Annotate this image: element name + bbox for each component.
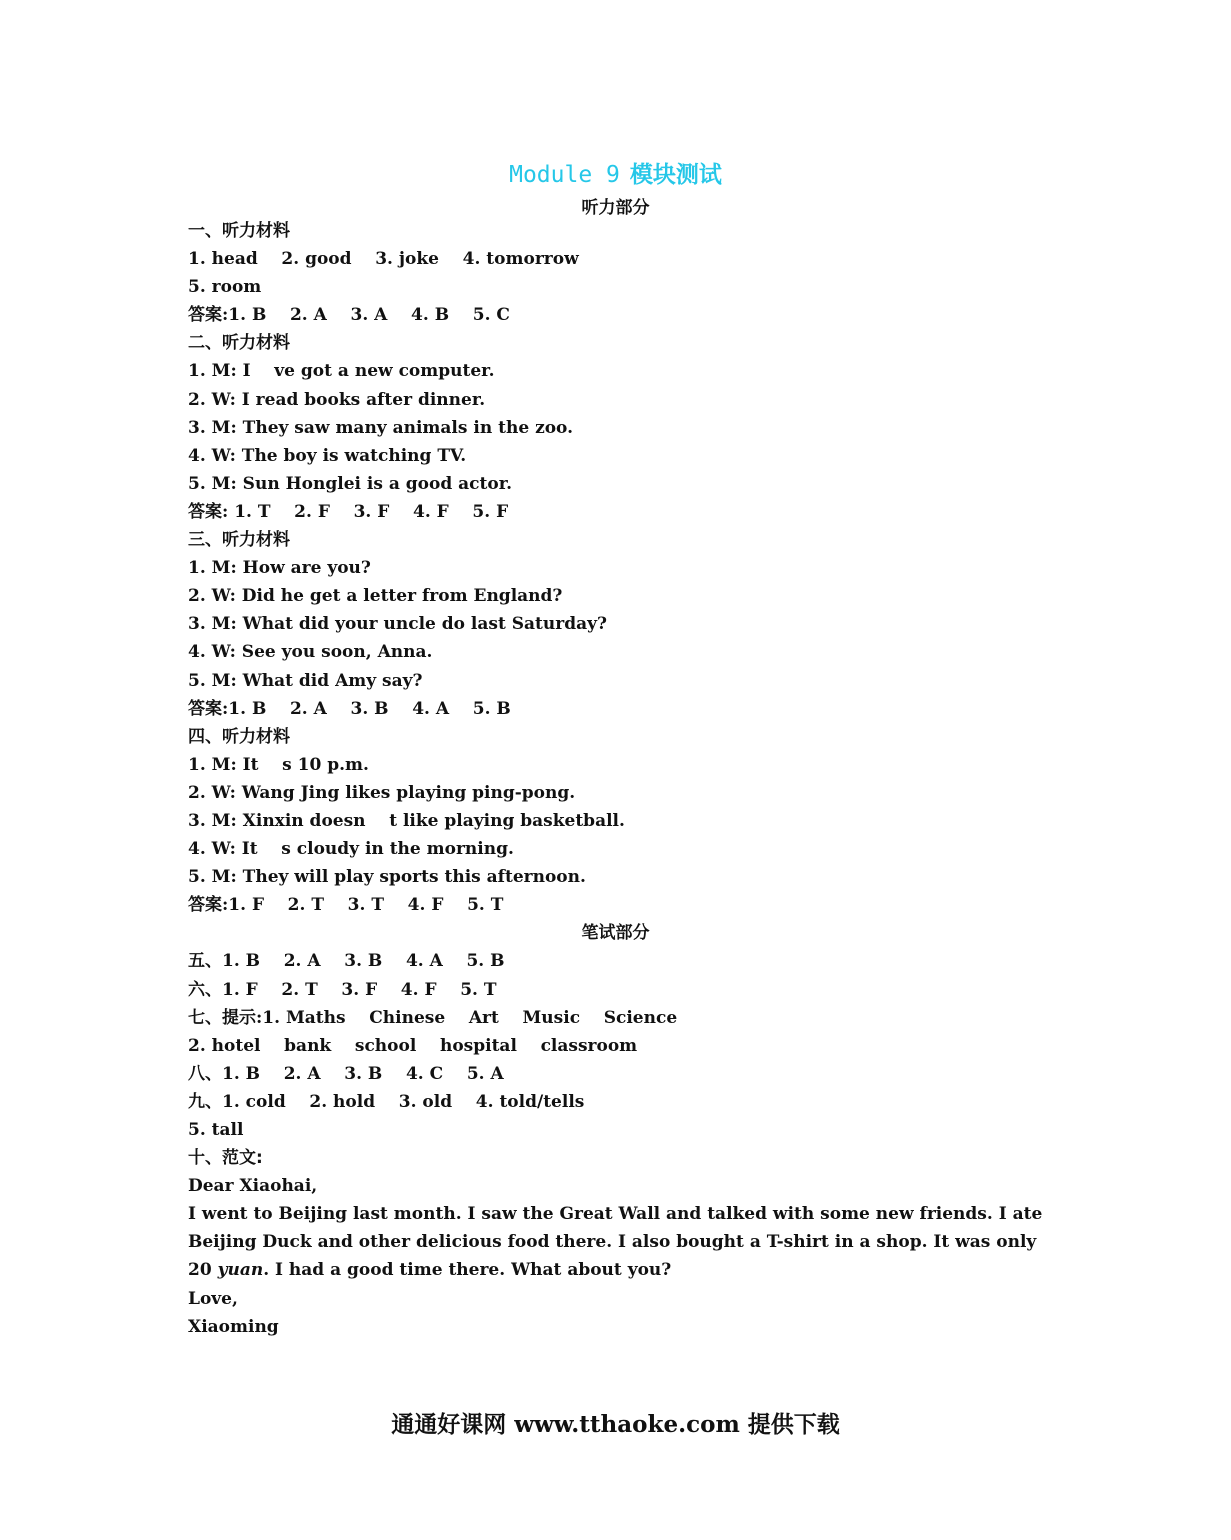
text-line: 一、听力材料: [188, 221, 290, 241]
text-line: 1. M: How are you?: [188, 558, 371, 579]
text-line: 5. M: Sun Honglei is a good actor.: [188, 473, 513, 494]
text-line: 三、听力材料: [188, 530, 290, 551]
text-line: 3. M: What did your uncle do last Saturday?: [188, 614, 607, 635]
essay-body-main: I went to Beijing last month. I saw the Great Wall and talked with some new friends. I ate Beijing Duck and other delicious food there. I also bought a T-shirt in a shop. It was only 20: [188, 1204, 1043, 1281]
listening-section-heading: 听力部分: [581, 198, 650, 218]
text-line: 十、范文:: [188, 1148, 263, 1169]
essay-body: [188, 1200, 1048, 1284]
text-line: 2. hotel bank school hospital classroom: [188, 1035, 638, 1056]
text-line: 3. M: Xinxin doesn t like playing basketball.: [188, 810, 625, 831]
text-line: 1. head 2. good 3. joke 4. tomorrow: [188, 249, 579, 270]
text-line: 二、听力材料: [188, 333, 290, 354]
page-title: [0, 156, 1231, 189]
text-line: 3. M: They saw many animals in the zoo.: [188, 417, 574, 438]
text-line: 2. W: I read books after dinner.: [188, 389, 486, 410]
text-line: 九、1. cold 2. hold 3. old 4. told/tells: [188, 1091, 585, 1112]
writing-section-heading: 笔试部分: [581, 923, 650, 944]
text-line: 5. M: They will play sports this afternoon.: [188, 867, 586, 888]
text-line: 八、1. B 2. A 3. B 4. C 5. A: [188, 1063, 504, 1084]
module-name: 模块测试: [629, 162, 722, 188]
essay-body-end: . I had a good time there. What about you?: [263, 1260, 672, 1281]
text-line: 2. W: Wang Jing likes playing ping-pong.: [188, 782, 576, 803]
essay-italic-word: yuan: [217, 1260, 264, 1281]
text-line: 1. M: I ve got a new computer.: [188, 361, 495, 382]
module-label: Module 9: [509, 162, 620, 188]
text-line: 五、1. B 2. A 3. B 4. A 5. B: [188, 951, 505, 972]
text-line: 四、听力材料: [188, 726, 290, 747]
text-line: 六、1. F 2. T 3. F 4. F 5. T: [188, 979, 497, 1000]
text-line: 5. room: [188, 277, 262, 298]
text-line: 4. W: It s cloudy in the morning.: [188, 839, 514, 860]
text-line: 答案: 1. T 2. F 3. F 4. F 5. F: [188, 501, 509, 522]
answer-content: [188, 217, 1048, 1341]
text-line: 5. M: What did Amy say?: [188, 670, 423, 691]
text-line: 2. W: Did he get a letter from England?: [188, 586, 563, 607]
text-line: 答案:1. B 2. A 3. A 4. B 5. C: [188, 305, 510, 326]
text-line: 4. W: See you soon, Anna.: [188, 642, 433, 663]
footer-credit: 通通好课网 www.tthaoke.com 提供下载: [391, 1411, 840, 1438]
text-line: 答案:1. B 2. A 3. B 4. A 5. B: [188, 698, 511, 719]
text-line: 1. M: It s 10 p.m.: [188, 754, 369, 775]
text-line: Dear Xiaohai,: [188, 1176, 318, 1197]
essay-signature: Xiaoming: [188, 1316, 279, 1337]
text-line: 答案:1. F 2. T 3. T 4. F 5. T: [188, 895, 504, 916]
essay-closing: Love,: [188, 1288, 238, 1309]
text-line: 4. W: The boy is watching TV.: [188, 445, 467, 466]
text-line: 5. tall: [188, 1120, 244, 1140]
text-line: 七、提示:1. Maths Chinese Art Music Science: [188, 1007, 678, 1028]
